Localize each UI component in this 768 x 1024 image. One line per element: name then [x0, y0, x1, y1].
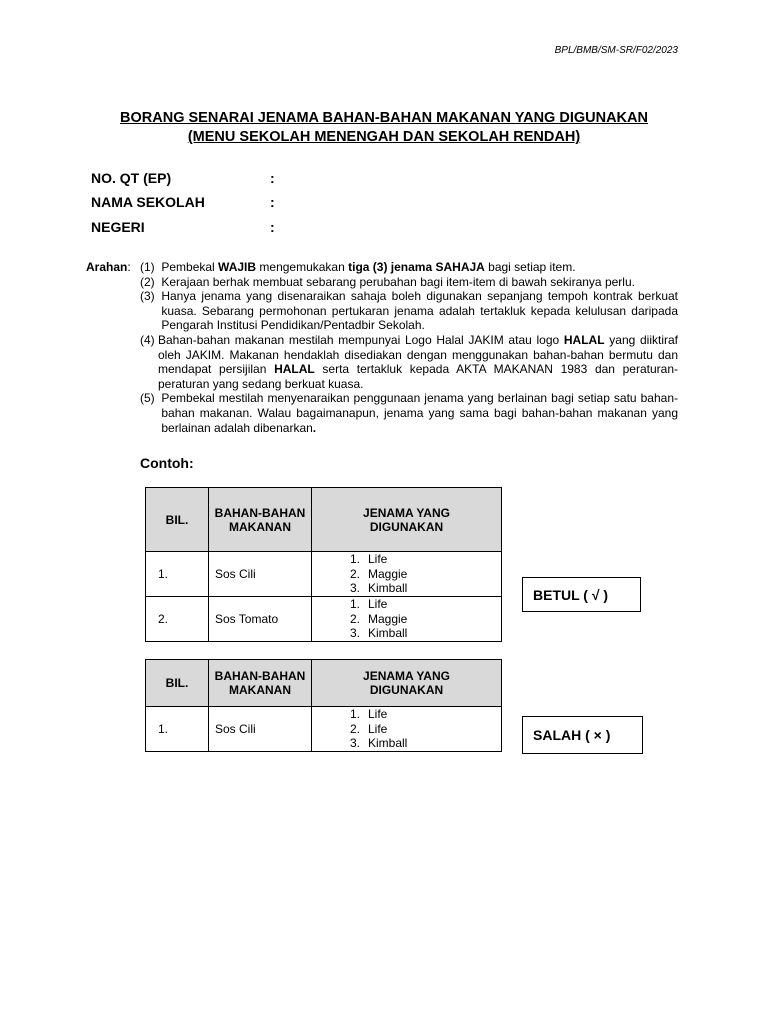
- brand-name: Maggie: [368, 566, 408, 581]
- header-food-line2: MAKANAN: [229, 683, 291, 697]
- instruction-number: (5): [140, 391, 162, 406]
- field-colon-school: :: [270, 194, 275, 210]
- brand-number: 1.: [349, 597, 360, 611]
- instruction-3: [140, 289, 678, 333]
- text-run: Pembekal: [161, 260, 219, 274]
- cell-brands: [312, 707, 502, 752]
- cell-bil: 2.: [146, 597, 209, 642]
- field-colon-qt: :: [270, 170, 275, 186]
- cell-bil: 1.: [146, 707, 209, 752]
- header-bil: BIL.: [146, 660, 209, 707]
- instruction-text: Kerajaan berhak membuat sebarang perubahan bagi item-item di bawah sekiranya perlu.: [161, 274, 635, 289]
- brand-list: [312, 597, 501, 641]
- brand-number: 1.: [349, 707, 360, 721]
- form-title: BORANG SENARAI JENAMA BAHAN-BAHAN MAKANAN YANG DIGUNAKAN: [120, 110, 648, 126]
- text-run-bold: WAJIB: [218, 260, 257, 274]
- brand-number: 3.: [349, 626, 360, 640]
- text-run: bagi setiap item.: [484, 260, 576, 274]
- table-row: [146, 552, 502, 597]
- text-run: Bahan-bahan makanan mestilah mempunyai Logo Halal JAKIM atau logo: [158, 332, 564, 347]
- header-food-line1: BAHAN-BAHAN: [214, 505, 306, 520]
- field-label-school: NAMA SEKOLAH: [91, 194, 205, 210]
- document-reference: BPL/BMB/SM-SR/F02/2023: [554, 45, 678, 56]
- instruction-number: (2): [140, 274, 162, 289]
- brand-number: 3.: [349, 736, 360, 750]
- instruction-1: [140, 260, 678, 275]
- instructions-list: [140, 260, 678, 435]
- cell-food: Sos Cili: [209, 707, 312, 752]
- brand-name: Life: [368, 597, 388, 611]
- brand-name: Life: [368, 707, 388, 721]
- cell-food: Sos Cili: [209, 552, 312, 597]
- table-row: [146, 707, 502, 752]
- field-label-state: NEGERI: [91, 219, 145, 235]
- header-brand: [312, 660, 502, 707]
- header-food-line1: BAHAN-BAHAN: [214, 669, 306, 683]
- instruction-text: Hanya jenama yang disenaraikan sahaja boleh digunakan sepanjang tempoh kontrak berkuat kuasa. Sebarang permohonan pertukaran jenama adalah tertakluk kepada kelulusan daripada Pengarah Institusi Pendidikan/Pentadbir Sekolah.: [161, 289, 678, 333]
- brand-name: Kimball: [368, 581, 408, 595]
- brand-name: Life: [368, 721, 388, 736]
- header-food: [209, 488, 312, 552]
- brand-number: 2.: [349, 721, 360, 736]
- table-header-row: [146, 488, 502, 552]
- arahan-text: Arahan: [86, 260, 128, 274]
- header-bil: BIL.: [146, 488, 209, 552]
- field-label-qt: NO. QT (EP): [91, 170, 172, 186]
- verdict-wrong-box: SALAH ( × ): [522, 716, 643, 754]
- brand-number: 2.: [349, 611, 360, 626]
- instruction-text: [158, 333, 678, 391]
- text-run-bold: HALAL: [274, 362, 315, 377]
- instruction-4: [140, 333, 678, 391]
- example-table-correct: [145, 487, 502, 642]
- header-brand-line1: JENAMA YANG: [363, 669, 450, 683]
- instruction-number: (3): [140, 289, 162, 304]
- header-brand-line1: JENAMA YANG: [363, 505, 450, 520]
- text-run: mengemukakan: [256, 260, 349, 274]
- table-header-row: [146, 660, 502, 707]
- text-run-bold: tiga (3) jenama SAHAJA: [348, 260, 485, 274]
- cell-food: Sos Tomato: [209, 597, 312, 642]
- instruction-text: [161, 260, 678, 275]
- instructions-label: [86, 260, 131, 275]
- brand-list: [312, 707, 501, 751]
- brand-number: 2.: [349, 566, 360, 581]
- instruction-5: [140, 391, 678, 435]
- text-run: yang diiktiraf oleh JAKIM. Makanan hendaklah disediakan dengan menggunakan bahan-bahan bermutu dan mendapat persijilan: [158, 332, 678, 377]
- field-colon-state: :: [270, 219, 275, 235]
- text-run: Pembekal mestilah menyenaraikan penggunaan jenama yang berlainan bagi setiap satu bahan-bahan makanan. Walau bagaimanapun, jenama yang sama bagi bahan-bahan makanan yang berlainan adalah dibenarkan: [161, 391, 678, 435]
- brand-name: Kimball: [368, 736, 408, 750]
- cell-bil: 1.: [146, 552, 209, 597]
- instruction-number: (1): [140, 260, 162, 274]
- instruction-number: (4): [140, 332, 158, 347]
- header-brand-line2: DIGUNAKAN: [369, 519, 444, 534]
- instruction-text: [161, 391, 678, 435]
- brand-name: Life: [368, 552, 388, 566]
- form-subtitle: (MENU SEKOLAH MENENGAH DAN SEKOLAH RENDAH): [187, 129, 581, 145]
- text-run: serta tertakluk kepada AKTA MAKANAN 1983 dan peraturan-peraturan yang sedang berkuat kuasa.: [158, 362, 678, 391]
- text-run-bold: HALAL: [563, 332, 605, 347]
- example-table-wrong: [145, 659, 502, 752]
- brand-name: Kimball: [368, 626, 408, 640]
- table-row: [146, 597, 502, 642]
- example-label: Contoh:: [140, 455, 194, 471]
- header-brand: [312, 488, 502, 552]
- header-food-line2: MAKANAN: [229, 519, 291, 534]
- brand-list: [312, 552, 501, 596]
- brand-number: 1.: [349, 552, 360, 566]
- brand-number: 3.: [349, 581, 360, 595]
- cell-brands: [312, 597, 502, 642]
- header-brand-line2: DIGUNAKAN: [369, 683, 444, 697]
- header-food: [209, 660, 312, 707]
- cell-brands: [312, 552, 502, 597]
- brand-name: Maggie: [368, 611, 408, 626]
- text-run-bold: .: [312, 420, 317, 435]
- instruction-2: [140, 275, 678, 290]
- verdict-correct-box: BETUL ( √ ): [522, 577, 641, 612]
- arahan-colon: :: [127, 260, 131, 274]
